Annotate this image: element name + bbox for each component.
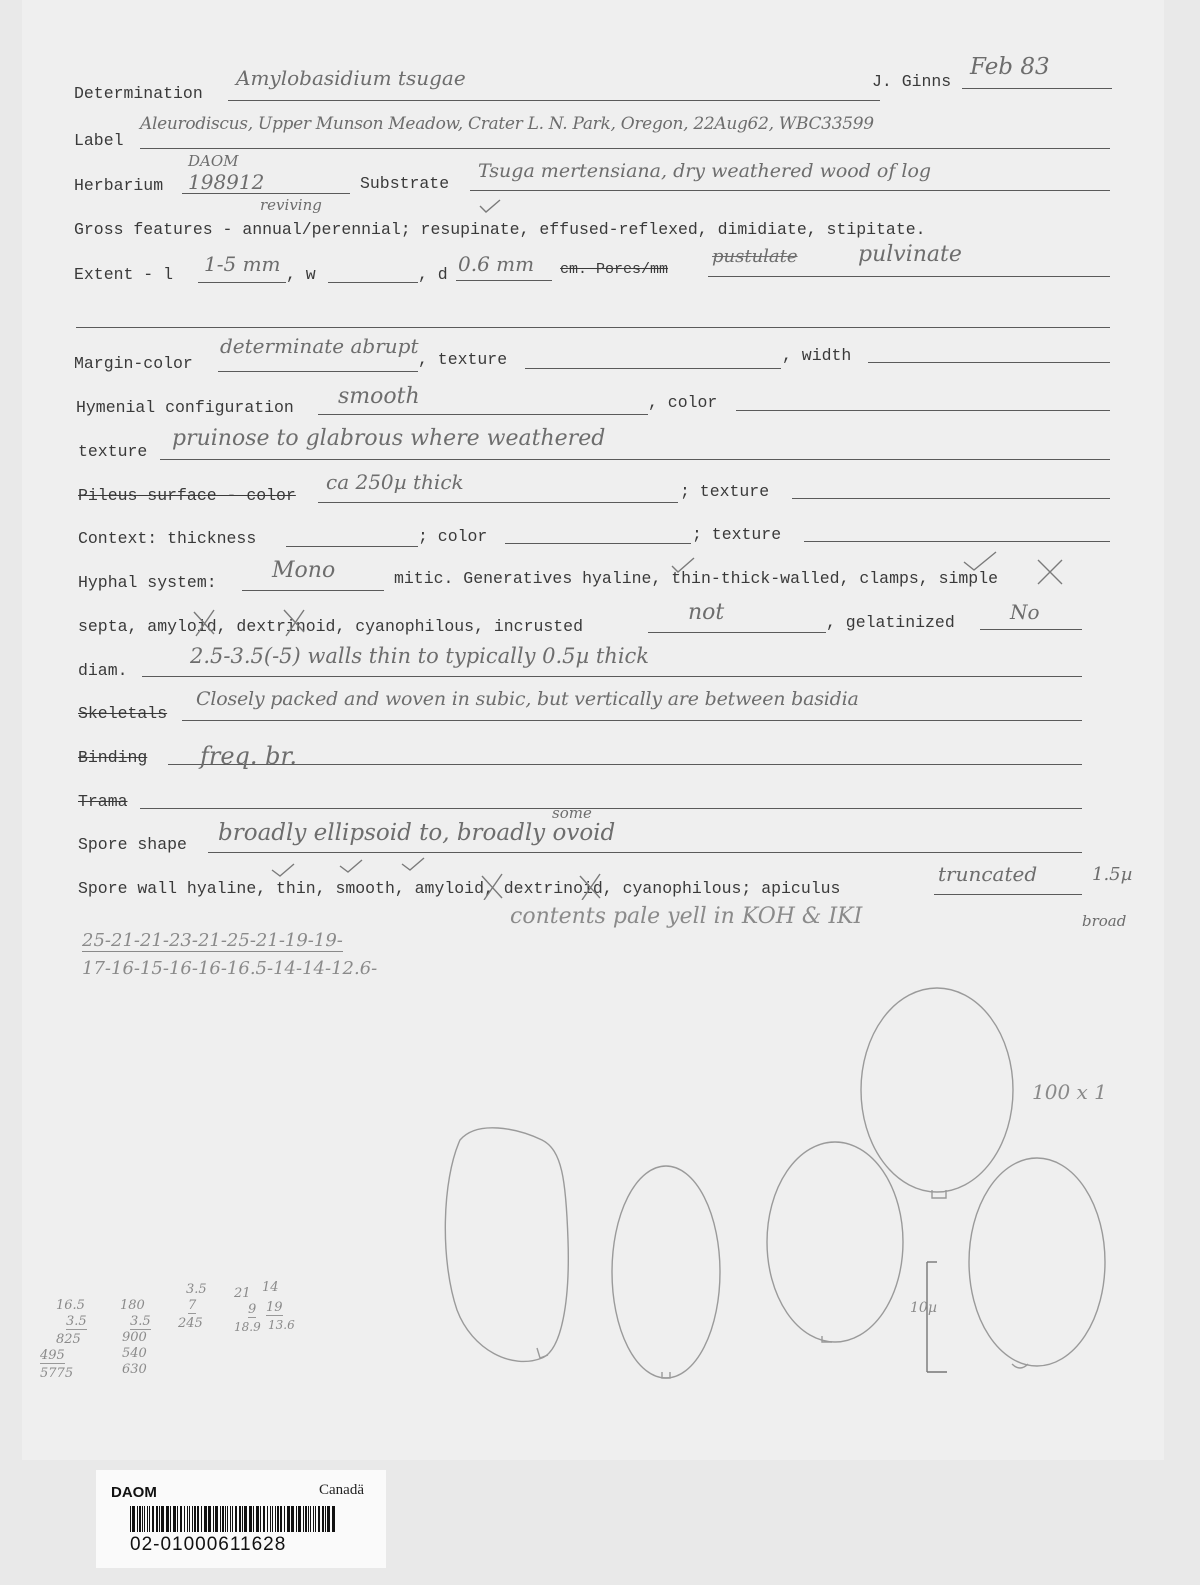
hymenial-color-label: , color — [648, 393, 718, 412]
extent-d-value: 0.6 mm — [458, 252, 535, 276]
gelatinized-label: , gelatinized — [826, 613, 955, 632]
hyphal-value: Mono — [272, 558, 336, 583]
label-field-label: Label — [74, 131, 124, 150]
pores-label: cm. Pores/mm — [560, 261, 669, 278]
pileus-texture-label: ; texture — [680, 482, 770, 501]
substrate-label: Substrate — [360, 174, 450, 193]
extent-l-label: Extent - l — [74, 265, 174, 284]
binding-label: Binding — [78, 748, 148, 767]
skeletals-value: Closely packed and woven in subic, but vertically arе between basidia — [196, 688, 859, 710]
gelatinized-value: No — [1010, 600, 1040, 624]
measurements-row-1: 25-21-21-23-21-25-21-19-19- — [82, 930, 343, 951]
pores-value: pulvinate — [858, 242, 962, 267]
check-marks — [22, 0, 1164, 900]
binding-value: freq. br. — [200, 742, 298, 770]
hymenial-value: smooth — [338, 384, 420, 409]
spore-drawing-1 — [445, 1128, 568, 1362]
apiculus-size: 1.5µ — [1092, 864, 1133, 885]
septa-text: septa, amyloid, dextrinoid, cyanophilous, incrusted — [78, 617, 583, 636]
context-label: Context: thickness — [78, 529, 257, 548]
hymenial-label: Hymenial configuration — [76, 398, 294, 417]
diam-label: diam. — [78, 661, 128, 680]
measurements-row-2: 17-16-15-16-16-16.5-14-14-12.6- — [82, 958, 378, 979]
pileus-value: ca 250µ thick — [326, 470, 464, 494]
scale-bar-label: 10µ — [910, 1300, 937, 1316]
pores-crossed-value: pustulate — [712, 246, 798, 267]
context-texture-label: ; texture — [692, 525, 782, 544]
texture-label: texture — [78, 442, 148, 461]
herbarium-label: Herbarium — [74, 176, 164, 195]
spore-shape-annotation: some — [552, 804, 592, 822]
gross-annotation: reviving — [260, 196, 322, 214]
spore-drawing-3 — [767, 1142, 903, 1342]
margin-value: determinate abrupt — [220, 334, 419, 358]
label-field-value: Aleurodiscus, Upper Munson Meadow, Crater L. N. Park, Oregon, 22Aug62, WBC33599 — [140, 114, 874, 134]
substrate-value: Tsuga mertensiana, dry weathered wood of log — [478, 160, 932, 182]
trama-label: Trama — [78, 792, 128, 811]
scale-bar — [927, 1262, 947, 1372]
canada-wordmark: Canadä — [319, 1482, 364, 1498]
margin-width-label: , width — [782, 346, 852, 365]
hyphal-text: mitic. Generatives hyaline, thin-thick-walled, clamps, simple — [394, 569, 998, 588]
spore-wall-text: Spore wall hyaline, thin, smooth, amyloid, dextrinoid, cyanophilous; apiculus — [78, 879, 841, 898]
margin-label: Margin-color — [74, 354, 193, 373]
gross-features-text: Gross features - annual/perennial; resupinate, effused-reflexed, dimidiate, stipitate. — [74, 220, 926, 239]
extent-l-value: 1-5 mm — [204, 252, 281, 276]
skeletals-label: Skeletals — [78, 704, 168, 723]
barcode-institution: DAOM — [111, 1484, 157, 1501]
barcode-label — [96, 1470, 386, 1568]
spore-drawing-4 — [861, 988, 1013, 1192]
context-color-label: ; color — [418, 527, 488, 546]
determination-value: Amylobasidium tsugae — [236, 66, 466, 90]
margin-texture-label: , texture — [418, 350, 508, 369]
spore-drawings — [402, 980, 1162, 1400]
spore-shape-value: broadly ellipsoid to, broadly ovoid — [218, 820, 616, 846]
ginns-label: J. Ginns — [872, 72, 952, 91]
contents-note: contents pale yell in KOH & IKI — [510, 904, 863, 929]
incrusted-value: not — [688, 600, 725, 625]
herbarium-sheet: Determination Amylobasidium tsugae J. Ginns Feb 83 Label Aleurodiscus, Upper Munson Meadow, Crater L. N. Park, Oregon, 22Aug62, WBC33599 Herbarium DAOM 198912 Substrate Tsuga mertensiana, dry weathered wood of log reviving Gross features - annual/perennial; resupinate, effused-reflexed, dimidiate, stipitate. Extent - l 1-5 mm , w , d 0.6 mm cm. Pores/mm pustulate pulvinate Margin-color determinate abrupt , texture , width Hymenial configuration smooth , color texture pruinose to glabrous where weathered Pileus surface - color ca 250µ thick ; texture Context: thickness ; color ; texture Hyphal system: Mono mitic. Generatives hyaline, thin-thick-walled, clamps, simple septa, amyloid, dextrinoid, cyanophilous, incrusted not , gelatinized No diam. 2.5-3.5(-5) walls thin to typically 0.5µ thick Skeletals Closely packed and woven in subic, but vertically arе between basidia Binding freq. br. Trama some Spore shape broadly ellipsoid to, broadly ovoid Spore wall hyaline, thin, smooth, amyloid, dextrinoid, cyanophilous; apiculus truncated 1.5µ broad contents pale yell in KOH & IKI 25-21-21-23-21-25-21-19-19- 17-16-15-16-16-16.5-14-14-12.6- 16.5 3.5 825 495 5775 180 3.5 900 540 630 3.5 7 245 21 9 18.9 14 19 13.6 10µ 100 x 1 — [22, 0, 1164, 1460]
pileus-label: Pileus surface - color — [78, 486, 296, 505]
apiculus-value: truncated — [938, 862, 1038, 886]
herbarium-number: 198912 — [188, 170, 265, 194]
spore-shape-label: Spore shape — [78, 835, 187, 854]
magnification-note: 100 x 1 — [1032, 1080, 1107, 1104]
apiculus-note: broad — [1082, 912, 1127, 930]
herbarium-prefix: DAOM — [188, 152, 239, 170]
spore-drawing-5 — [969, 1158, 1105, 1366]
ginns-date: Feb 83 — [970, 54, 1050, 80]
diam-value: 2.5-3.5(-5) walls thin to typically 0.5µ thick — [190, 644, 650, 668]
barcode-number: 02-01000611628 — [130, 1534, 287, 1555]
determination-label: Determination — [74, 84, 203, 103]
extent-d-label: , d — [418, 265, 448, 284]
extent-w-label: , w — [286, 265, 316, 284]
hyphal-label: Hyphal system: — [78, 573, 217, 592]
barcode-bars — [130, 1506, 340, 1532]
texture-value: pruinose to glabrous where weathered — [172, 426, 606, 451]
spore-drawing-2 — [612, 1166, 720, 1378]
